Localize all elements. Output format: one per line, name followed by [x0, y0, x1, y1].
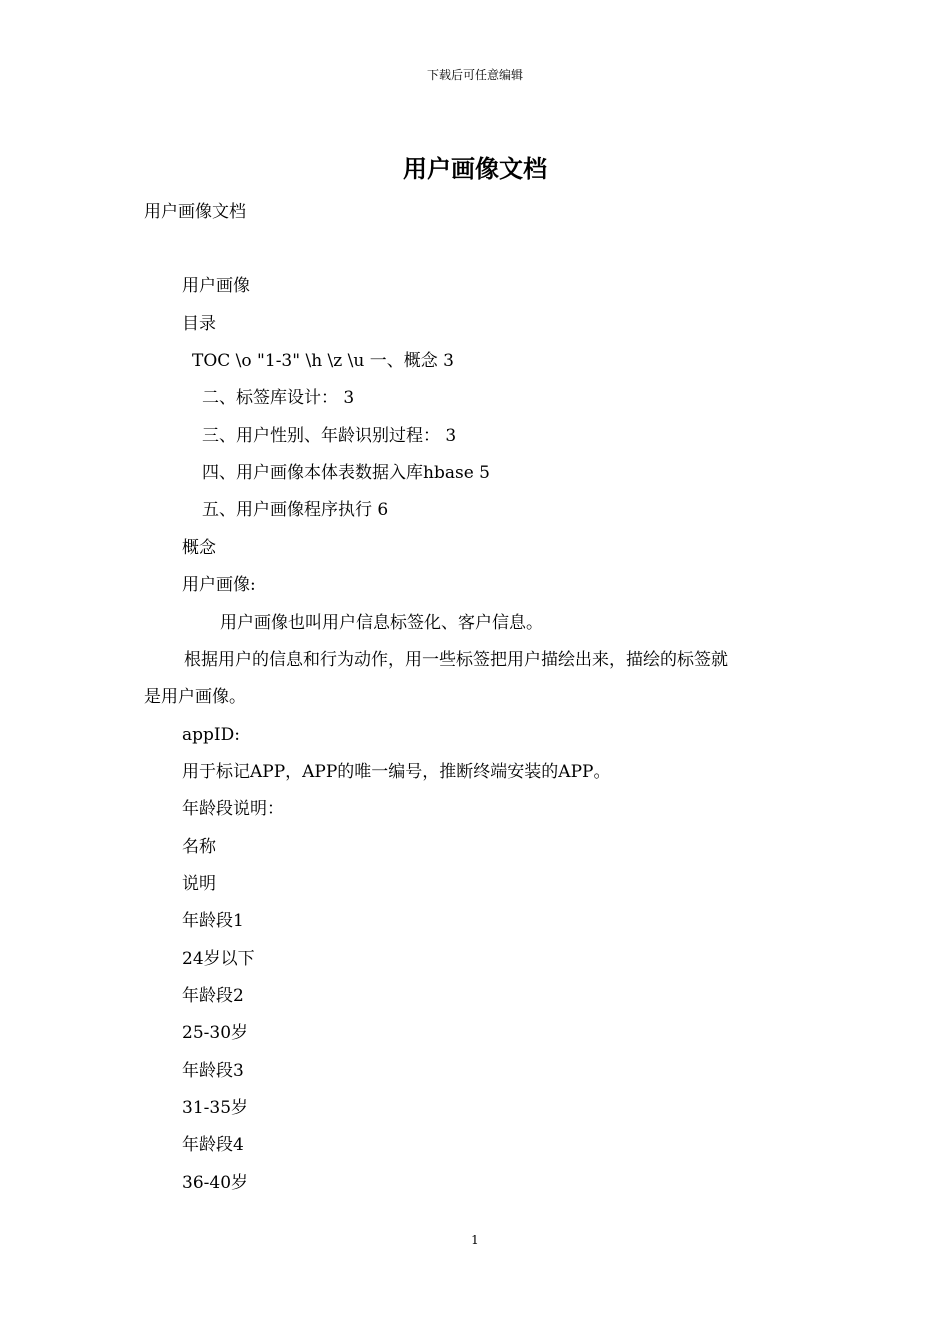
concept-heading: 概念: [182, 538, 216, 558]
age-table-cell-description: 25-30岁: [182, 1023, 249, 1043]
toc-entry: 四、用户画像本体表数据入库hbase 5: [202, 463, 490, 483]
age-table-cell-description: 31-35岁: [182, 1098, 249, 1118]
age-table-cell-description: 24岁以下: [182, 949, 255, 969]
age-table-header-description: 说明: [182, 874, 216, 894]
age-table-header-name: 名称: [182, 837, 216, 857]
page-header: 下载后可任意编辑: [426, 68, 523, 82]
toc-entry: TOC \o "1-3" \h \z \u 一、概念 3: [192, 351, 454, 371]
toc-entry: 五、用户画像程序执行 6: [202, 500, 389, 520]
section-heading: 用户画像: [182, 276, 250, 296]
toc-entry: 三、用户性别、年龄识别过程： 3: [202, 426, 457, 446]
user-profile-description-line-1: 根据用户的信息和行为动作，用一些标签把用户描绘出来，描绘的标签就: [184, 650, 728, 670]
page-number: 1: [471, 1233, 479, 1247]
document-subtitle: 用户画像文档: [144, 202, 246, 222]
age-table-cell-name: 年龄段2: [182, 986, 244, 1006]
toc-label: 目录: [182, 314, 216, 334]
user-profile-definition: 用户画像也叫用户信息标签化、客户信息。: [220, 613, 543, 633]
user-profile-description-line-2: 是用户画像。: [144, 687, 246, 707]
age-table-cell-name: 年龄段1: [182, 911, 244, 931]
toc-entry: 二、标签库设计： 3: [202, 388, 355, 408]
document-title: 用户画像文档: [403, 154, 547, 183]
age-heading: 年龄段说明：: [182, 799, 284, 819]
age-table-cell-name: 年龄段4: [182, 1135, 244, 1155]
age-table-cell-name: 年龄段3: [182, 1061, 244, 1081]
user-profile-label: 用户画像:: [182, 575, 256, 595]
appid-description: 用于标记APP，APP的唯一编号，推断终端安装的APP。: [182, 762, 611, 782]
age-table-cell-description: 36-40岁: [182, 1173, 249, 1193]
appid-label: appID:: [182, 725, 240, 745]
